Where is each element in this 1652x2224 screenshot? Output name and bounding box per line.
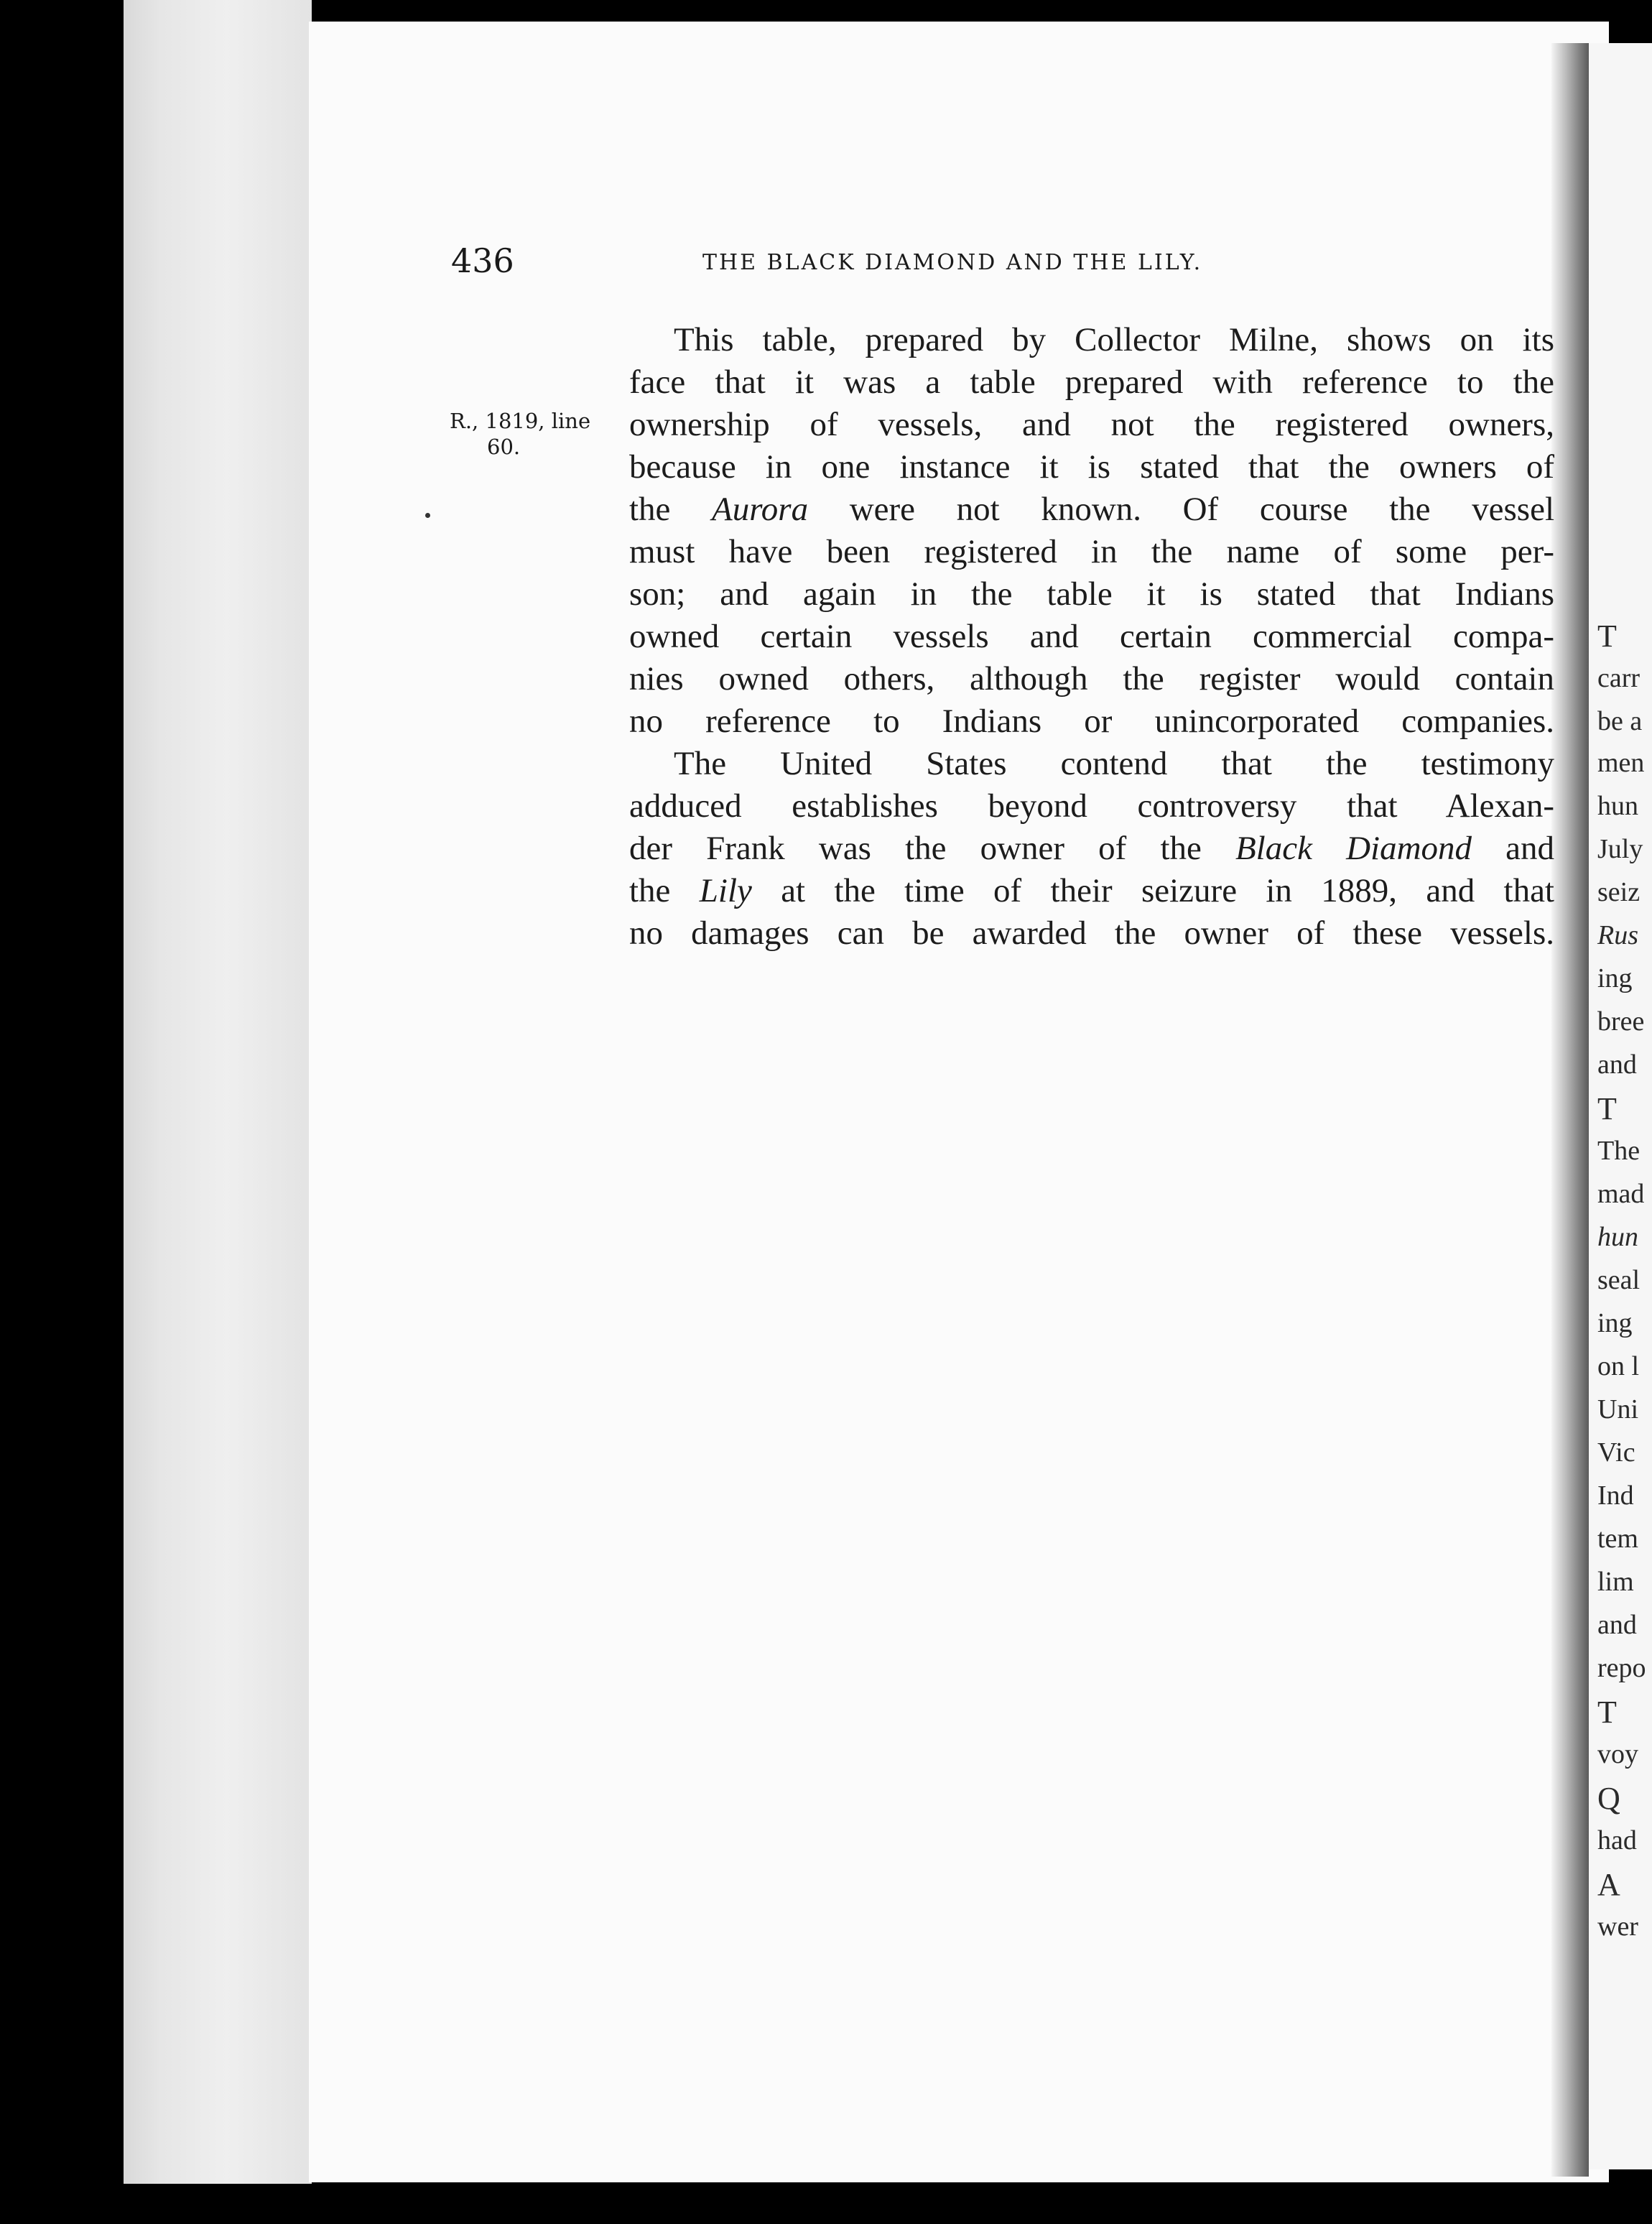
text-line: no reference to Indians or unincorporated companies. bbox=[629, 703, 1554, 740]
text-line bbox=[629, 488, 1554, 531]
facing-line: men bbox=[1597, 748, 1645, 778]
text-line: because in one instance it is stated that the owners of bbox=[629, 448, 1554, 486]
facing-line: and bbox=[1597, 1610, 1637, 1640]
facing-line: hun bbox=[1597, 1222, 1638, 1252]
facing-line: repo bbox=[1597, 1653, 1646, 1683]
facing-line: bree bbox=[1597, 1006, 1645, 1037]
text-run: at the time of their seizure in 1889, and that bbox=[751, 872, 1554, 909]
facing-line: on l bbox=[1597, 1351, 1640, 1381]
facing-line: T bbox=[1597, 1695, 1617, 1730]
margin-citation-line: R., 1819, line bbox=[450, 409, 591, 433]
facing-line: The bbox=[1597, 1136, 1641, 1166]
facing-line: carr bbox=[1597, 663, 1641, 693]
book-page-edge bbox=[124, 0, 312, 2184]
text-run: the bbox=[629, 872, 700, 909]
running-head: THE BLACK DIAMOND AND THE LILY. bbox=[702, 250, 1203, 275]
body-text bbox=[629, 319, 1554, 955]
text-run: the bbox=[629, 491, 713, 528]
vessel-name-lily: Lily bbox=[699, 872, 752, 909]
facing-line: T bbox=[1597, 618, 1617, 654]
facing-page bbox=[1589, 43, 1652, 2169]
facing-line: Rus bbox=[1597, 920, 1638, 950]
text-line: nies owned others, although the register would contain bbox=[629, 660, 1554, 698]
gutter-shadow bbox=[1551, 43, 1589, 2177]
facing-line: T bbox=[1597, 1091, 1617, 1126]
text-line: The United States contend that the testimony bbox=[674, 745, 1554, 782]
facing-line: voy bbox=[1597, 1739, 1638, 1769]
margin-citation bbox=[450, 408, 629, 460]
text-line: son; and again in the table it is stated that Indians bbox=[629, 575, 1554, 613]
text-line: face that it was a table prepared with reference to the bbox=[629, 363, 1554, 401]
facing-line: had bbox=[1597, 1825, 1637, 1855]
facing-line: lim bbox=[1597, 1567, 1634, 1597]
facing-line: seiz bbox=[1597, 877, 1641, 907]
text-line: owned certain vessels and certain commercial compa- bbox=[629, 618, 1554, 655]
text-line bbox=[629, 870, 1554, 912]
facing-line: July bbox=[1597, 834, 1643, 864]
text-line: adduced establishes beyond controversy that Alexan- bbox=[629, 787, 1554, 825]
facing-line: mad bbox=[1597, 1179, 1645, 1209]
text-run: der Frank was the owner of the bbox=[629, 830, 1235, 867]
facing-line: Q bbox=[1597, 1781, 1620, 1816]
text-line bbox=[629, 828, 1554, 870]
facing-line: ing bbox=[1597, 963, 1633, 993]
vessel-name-aurora: Aurora bbox=[712, 491, 809, 528]
facing-line: be a bbox=[1597, 706, 1643, 736]
text-line: This table, prepared by Collector Milne, shows on its bbox=[674, 321, 1554, 358]
facing-line: A bbox=[1597, 1867, 1620, 1902]
facing-line: and bbox=[1597, 1050, 1637, 1080]
page-number: 436 bbox=[451, 241, 514, 280]
text-line: ownership of vessels, and not the registered owners, bbox=[629, 406, 1554, 443]
facing-line: Uni bbox=[1597, 1394, 1638, 1424]
facing-line: wer bbox=[1597, 1912, 1638, 1942]
text-run: and bbox=[1472, 830, 1554, 867]
facing-line: hun bbox=[1597, 791, 1638, 821]
margin-citation-line: 60. bbox=[487, 435, 521, 459]
text-run: were not known. Of course the vessel bbox=[808, 491, 1555, 528]
facing-line: tem bbox=[1597, 1524, 1638, 1554]
text-line: must have been registered in the name of some per- bbox=[629, 533, 1554, 570]
text-line: no damages can be awarded the owner of these vessels. bbox=[629, 914, 1554, 952]
facing-line: ing bbox=[1597, 1308, 1633, 1338]
facing-line: Vic bbox=[1597, 1437, 1635, 1468]
facing-line: Ind bbox=[1597, 1481, 1634, 1511]
vessel-name-black-diamond: Black Diamond bbox=[1235, 830, 1472, 867]
facing-line: seal bbox=[1597, 1265, 1641, 1295]
margin-mark bbox=[425, 513, 430, 518]
